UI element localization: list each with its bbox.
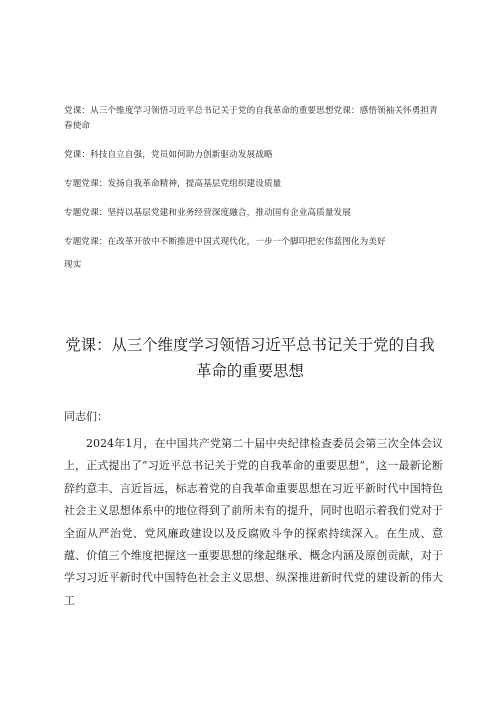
toc-item[interactable]: 专题党课：在改革开放中不断推进中国式现代化，一步一个脚印把宏伟蓝图化为美好: [64, 237, 386, 247]
toc-item[interactable]: 专题党课：发扬自我革命精神，提高基层党组织建设质量: [64, 179, 282, 189]
toc-item-continuation[interactable]: 现实: [64, 260, 82, 270]
title-line-1: 党课：从三个维度学习领悟习近平总书记关于党的自我: [65, 336, 435, 354]
salutation: 同志们：: [64, 410, 108, 423]
toc-item[interactable]: 党课：科技自立自强，党员如何助力创新驱动发展战略: [64, 150, 273, 160]
page-title: [60, 332, 440, 384]
table-of-contents: [64, 104, 444, 287]
body-paragraph: 2024年1月，在中国共产党第二十届中央纪律检查委员会第三次全体会议上，正式提出了“习近平总书记关于党的自我革命的重要思想“，这一最新论断辞约意丰、言近旨远，标志着党的自我革命重要思想在习近平新时代中国特色社会主义思想体系中的地位得到了前所未有的提升，同时也昭示着我们党对于全面从严治党、党风廉政建设以及反腐败斗争的探索持续深入。在生成、意蕴、价值三个维度把握这一重要思想的缘起继承、概念内涵及原创贡献，对于学习习近平新时代中国特色社会主义思想、纵深推进新时代党的建设新的伟大工: [64, 437, 443, 607]
toc-item[interactable]: 专题党课：坚持以基层党建和业务经营深度融合，推动国有企业高质量发展: [64, 208, 351, 218]
toc-item[interactable]: 党课：从三个维度学习领悟习近平总书记关于党的自我革命的重要思想党课：感悟领袖关怀勇担青春使命: [64, 106, 438, 131]
title-line-2: 革命的重要思想: [196, 362, 304, 380]
